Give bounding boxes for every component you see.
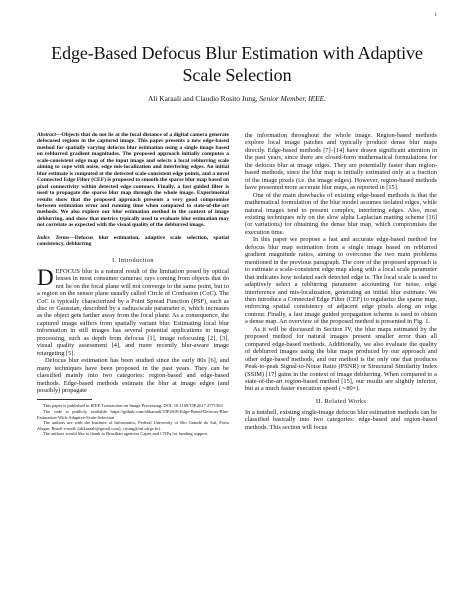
drop-cap: D <box>37 264 54 290</box>
author-names: Ali Karaali and Claudio Rosito Jung, <box>148 94 260 103</box>
abstract-label: Abstract <box>37 132 56 138</box>
author-role: Senior Member, IEEE. <box>259 94 326 103</box>
index-terms <box>37 235 229 248</box>
related-paragraph-1: In a nutshell, existing single-image defocus blur estimation methods can be classified basically into two categories: edge-based and region-based methods. This section will focus <box>245 408 437 431</box>
footnote-affiliation: The authors are with the Institute of Informatics, Federal University of Rio Grande do Sul, Porto Alegre, Brazil e-mail: (alikaraali@gmail.com), crjung@inf.ufrgs.br). <box>37 420 229 431</box>
abstract <box>37 132 229 229</box>
footnote-funding: The authors would like to thank to Brazilian agencies Capes and CNPq for funding support. <box>43 431 209 437</box>
right-column <box>245 132 437 437</box>
section-heading-introduction: I. Introduction <box>112 256 154 264</box>
right-paragraph-3: In this paper we propose a fast and accurate edge-based method for defocus blur map estimation from a single image based on reblurred gradient magnitude ratios, aiming to overcome the two main problems mentioned in the previous paragraph. The core of the proposed approach is to estimate a scale-consistent edge map along with a local scale parameter that indicates how isolated each detected edge is. The local scale is used to adaptively select a reblurring parameter accounting for noise, edge interference and mis-localization, generating an initial blur estimate. We then introduce a Connected Edge Filter (CEF) to regularize the sparse map, enforcing spatial consistency of adjacent edge pixels along an edge contour. Finally, a fast image guided propagation scheme is used to obtain a dense map. An overview of the proposed method is presented in Fig. 1. <box>245 236 437 326</box>
right-paragraph-2: One of the main drawbacks of existing edge-based methods is that the mathematical formulation of the blur model assumes isolated edges, while natural images tend to present complex, interfering edges. Also, most existing techniques rely on the slow alpha Laplacian matting scheme [16] (or variations) for obtaining the dense blur map, which compromises the execution time. <box>245 191 437 236</box>
right-paragraph-1: the information throughout the whole image. Region-based methods explore local image patches and typically produce dense blur maps directly. Edge-based methods [7]–[14] have drawn significant attention in the past years, since there are closed-form mathematical formulations for the defocus blur at image edges. They are potentially faster than region-based methods, since the blur map is initially estimated only at a fraction of the image pixels (i.e. the image edges). However, region-based methods have presented more accurate blur maps, as reported in [15]. <box>245 132 437 192</box>
footnote-publication: This paper is published in IEEE Transaction on Image Processing. DOI: 10.1109/TIP.2017.2771563 <box>43 403 223 409</box>
right-paragraph-4: As it will be discussed in Section IV, the blur maps estimated by the proposed method for natural images present smaller error than all compared edge-based methods. Additionally, we also evaluate the quality of deblurred images using the blur maps produced by our approach and other edge-based methods, and our method is the only one that produces Peak-to-peak Signal-to-Noise Ratio (PSNR) or Structural Similarity Index (SSIM) [17] gains in the context of image deblurring. When compared to a state-of-the-art region-based method [15], our results are slightly inferior, but at a much faster execution speed (∼80×). <box>245 325 437 393</box>
author-line <box>37 94 437 103</box>
abstract-text: —Objects that do not lie at the focal distance of a digital camera generate defocused regions in the captured image. This paper presents a new edge-based method for spatially varying defocus blur estimation using a single image based on reblurred gradient magnitudes. The proposed approach initially computes a scale-consistent edge map of the input image and selects a local reblurring scale aiming to cope with noise, edge mis-localization and interfering edges. An initial blur estimate is computed at the detected scale-consistent edge points, and a novel Connected Edge Filter (CEF) is proposed to smooth the sparse blur map based on pixel connectivity within detected edge contours. Finally, a fast guided filter is used to propagate the sparse blur map through the whole image. Experimental results show that the proposed approach presents a very good compromise between estimation error and running time when compared to state-of-the-art methods. We also explore our blur estimation method in the context of image deblurring, and show that metrics typically used to evaluate blur estimation may not correlate as expected with the visual quality of the deblurred image. <box>37 132 229 229</box>
paper-title: Edge-Based Defocus Blur Estimation with Adaptive Scale Selection <box>51 43 423 85</box>
index-terms-text: —Defocus blur estimation, adaptive scale selection, spatial consistency, deblurring <box>37 234 230 248</box>
footnote-code: The code is publicly available https://github.com/alikaraali/TIP2018-Edge-Based-Defocus-Blur-Estimation-With-Adaptive-Scale-Selection <box>37 409 229 420</box>
intro-paragraph-1 <box>37 264 229 357</box>
left-column <box>37 132 229 437</box>
index-terms-label: Index Terms <box>37 234 70 241</box>
two-column-body <box>37 132 437 437</box>
footnote-rule <box>37 399 92 400</box>
section-heading-related-works: II. Related Works <box>315 397 367 405</box>
intro-paragraph-2: Defocus blur estimation has been studied since the early 80s [6], and many techniques have been proposed in the past years. They can be classified mainly into two categories: region-based and edge-based methods. Edge-based methods estimate the blur at image edges (and possibly) propagate <box>37 357 229 394</box>
intro-paragraph-1-text: EFOCUS blur is a natural result of the limitation posed by optical lenses in most consumer cameras: rays coming from objects that do not lie on the focal plane will not converge to the same point, but to a region on the sensor plane usually called Circle of Confusion (CoC). The CoC is typically characterized by a Point Spread Function (PSF), such as disc or Gaussian, described by a radius/scale parameter σ, which increases as the object gets farther away from the focal plane. As a consequence, the captured image suffers from spatially variant blur. Estimating local blur information in still images has several potential applications in image processing, such as depth from defocus [1], image refocusing [2], [3], visual quality assessment [4], and more recently blur-aware image retargeting [5]. <box>37 267 229 357</box>
page-number: 1 <box>434 13 437 18</box>
